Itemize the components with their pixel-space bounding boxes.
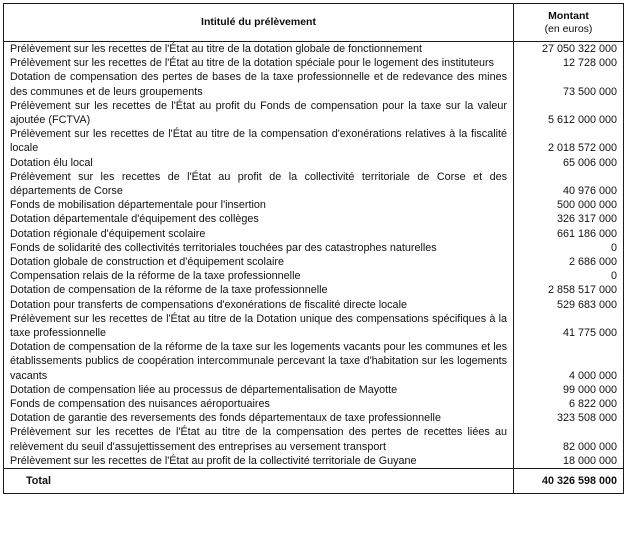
table-row xyxy=(4,99,624,127)
levy-amount-cell: 4 000 000 xyxy=(568,369,617,382)
column-header-label: Intitulé du prélèvement xyxy=(4,4,514,42)
table-row xyxy=(4,411,624,425)
levy-amount-cell: 0 xyxy=(610,270,617,283)
table-row xyxy=(4,156,624,170)
levy-amount-cell: 40 976 000 xyxy=(562,185,617,198)
levy-amount-cell: 2 686 000 xyxy=(568,256,617,269)
levy-label-cell: Prélèvement sur les recettes de l'État au titre de la compensation des pertes de recettes liées au relèvement du seuil d'assujettissement des entreprises au versement transport xyxy=(4,425,514,453)
levy-label-cell: Dotation globale de construction et d'équipement scolaire xyxy=(4,255,514,269)
table-row xyxy=(4,283,624,297)
levy-label-cell: Prélèvement sur les recettes de l'État au titre de la Dotation unique des compensations spécifiques à la taxe professionnelle xyxy=(4,312,514,340)
levy-label-cell: Dotation pour transferts de compensations d'exonérations de fiscalité directe locale xyxy=(4,298,514,312)
levy-amount-cell: 529 683 000 xyxy=(556,298,617,311)
table-row xyxy=(4,127,624,155)
levy-label-cell: Prélèvement sur les recettes de l'État au profit du Fonds de compensation pour la taxe sur la valeur ajoutée (FCTVA) xyxy=(4,99,514,127)
levy-label-cell: Prélèvement sur les recettes de l'État au profit de la collectivité territoriale de Guyane xyxy=(4,454,514,469)
levy-label-cell: Dotation régionale d'équipement scolaire xyxy=(4,227,514,241)
table-total-row xyxy=(4,469,624,494)
levy-amount-cell: 12 728 000 xyxy=(562,57,617,70)
levy-label-cell: Dotation de garantie des reversements des fonds départementaux de taxe professionnelle xyxy=(4,411,514,425)
levy-amount-cell: 6 822 000 xyxy=(568,398,617,411)
levy-amount-cell: 5 612 000 000 xyxy=(547,114,617,127)
table-row xyxy=(4,227,624,241)
levy-label-cell: Dotation de compensation de la réforme de la taxe sur les logements vacants pour les communes et les établissements publics de coopération intercommunale percevant la taxe d'habitation sur les logements vacants xyxy=(4,340,514,383)
levy-amount-cell: 500 000 000 xyxy=(556,199,617,212)
table-row xyxy=(4,340,624,383)
levy-label-cell: Dotation de compensation des pertes de bases de la taxe professionnelle et de redevance des mines des communes et de leurs groupements xyxy=(4,70,514,98)
levy-label-cell: Fonds de compensation des nuisances aéroportuaires xyxy=(4,397,514,411)
table-row xyxy=(4,170,624,198)
levy-label-cell: Dotation élu local xyxy=(4,156,514,170)
levy-amount-cell: 18 000 000 xyxy=(562,454,617,467)
column-header-amount-line1: Montant xyxy=(548,9,589,22)
table-body xyxy=(4,42,624,494)
table-row xyxy=(4,212,624,226)
levy-amount-cell: 323 508 000 xyxy=(556,412,617,425)
levy-amount-cell: 65 006 000 xyxy=(562,156,617,169)
table-row xyxy=(4,255,624,269)
levy-amount-cell: 27 050 322 000 xyxy=(541,43,617,55)
levy-label-cell: Dotation départementale d'équipement des collèges xyxy=(4,212,514,226)
levy-amount-cell: 99 000 000 xyxy=(562,383,617,396)
total-amount-cell: 40 326 598 000 xyxy=(514,469,624,494)
table-row xyxy=(4,198,624,212)
table-row xyxy=(4,298,624,312)
levy-amount-cell: 661 186 000 xyxy=(556,227,617,240)
levy-amount-cell: 2 018 572 000 xyxy=(547,142,617,155)
levy-label-cell: Prélèvement sur les recettes de l'État au titre de la compensation d'exonérations relatives à la fiscalité locale xyxy=(4,127,514,155)
levy-amount-cell: 2 858 517 000 xyxy=(547,284,617,297)
levy-amounts-table xyxy=(3,3,624,494)
levy-label-cell: Prélèvement sur les recettes de l'État au titre de la dotation globale de fonctionnement xyxy=(4,42,514,57)
table-row xyxy=(4,397,624,411)
table-row xyxy=(4,70,624,98)
table-row xyxy=(4,56,624,70)
levy-label-cell: Prélèvement sur les recettes de l'État au profit de la collectivité territoriale de Corse et des départements de Corse xyxy=(4,170,514,198)
table-row xyxy=(4,425,624,453)
levy-label-cell: Fonds de solidarité des collectivités territoriales touchées par des catastrophes naturelles xyxy=(4,241,514,255)
table-row xyxy=(4,269,624,283)
levy-label-cell: Fonds de mobilisation départementale pour l'insertion xyxy=(4,198,514,212)
table-row xyxy=(4,454,624,469)
table-row xyxy=(4,42,624,57)
table-row xyxy=(4,383,624,397)
levy-amount-cell: 326 317 000 xyxy=(556,213,617,226)
total-label-cell: Total xyxy=(4,469,514,494)
table-row xyxy=(4,312,624,340)
levy-label-cell: Prélèvement sur les recettes de l'État au titre de la dotation spéciale pour le logement des instituteurs xyxy=(4,56,514,70)
table-header-row xyxy=(4,4,624,42)
levy-label-cell: Dotation de compensation liée au processus de départementalisation de Mayotte xyxy=(4,383,514,397)
column-header-amount-line2: (en euros) xyxy=(544,22,593,35)
levy-label-cell: Dotation de compensation de la réforme de la taxe professionnelle xyxy=(4,283,514,297)
levy-amount-cell: 82 000 000 xyxy=(562,440,617,453)
table-row xyxy=(4,241,624,255)
table-header xyxy=(4,4,624,42)
levy-amount-cell: 0 xyxy=(610,241,617,254)
levy-amount-cell: 41 775 000 xyxy=(562,327,617,340)
levy-label-cell: Compensation relais de la réforme de la taxe professionnelle xyxy=(4,269,514,283)
column-header-amount xyxy=(514,4,624,42)
levy-amount-cell: 73 500 000 xyxy=(562,85,617,98)
